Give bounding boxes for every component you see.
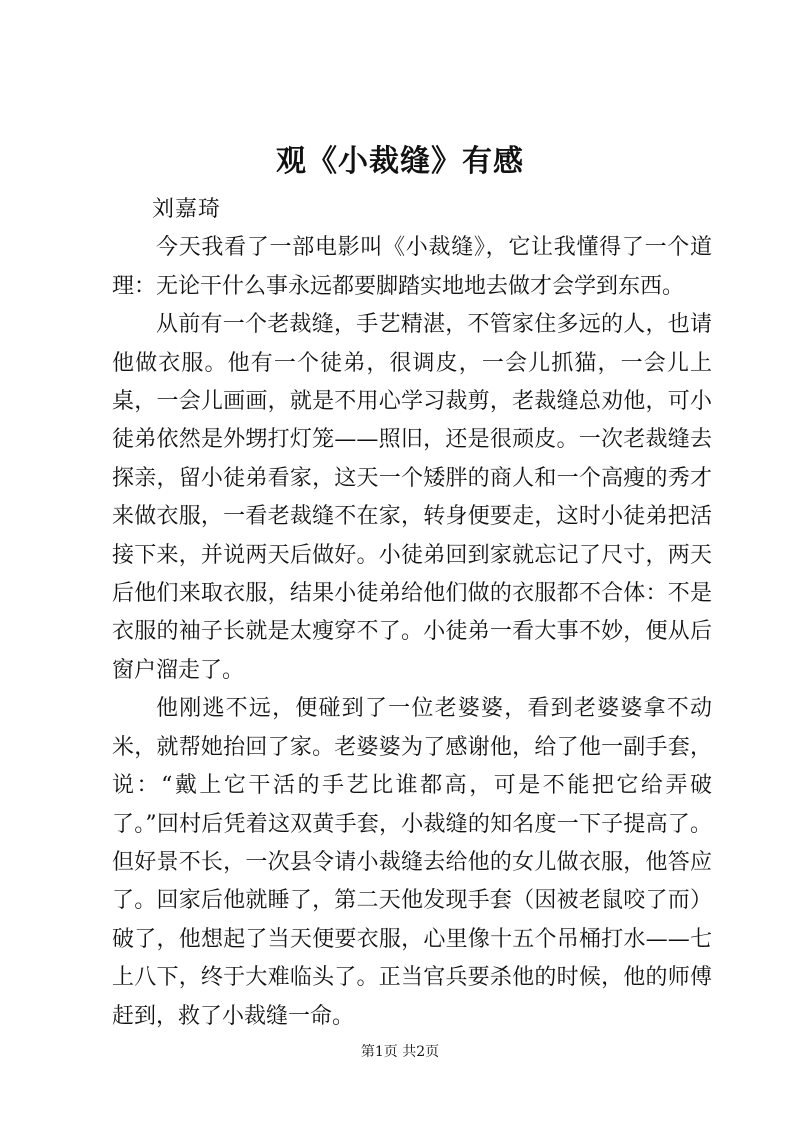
- document-title: 观《小裁缝》有感: [276, 144, 524, 179]
- paragraph-3: 他刚逃不远，便碰到了一位老婆婆，看到老婆婆拿不动米，就帮她抬回了家。老婆婆为了感谢他，给了他一副手套，说：“戴上它干活的手艺比谁都高，可是不能把它给弄破了。”回村后凭着这双黄手套，小裁缝的知名度一下子提高了。但好景不长，一次县令请小裁缝去给他的女儿做衣服，他答应了。回家后他就睡了，第二天他发现手套（因被老鼠咬了而）破了，他想起了当天便要衣服，心里像十五个吊桶打水——七上八下，终于大难临头了。正当官兵要杀他的时候，他的师傅赶到，救了小裁缝一命。: [112, 696, 712, 1029]
- page-footer: 第1页 共2页: [360, 1044, 440, 1060]
- author-name: 刘嘉琦: [152, 197, 222, 222]
- paragraph-1: 今天我看了一部电影叫《小裁缝》，它让我懂得了一个道理：无论干什么事永远都要脚踏实地地去做才会学到东西。: [112, 235, 712, 299]
- paragraph-2: 从前有一个老裁缝，手艺精湛，不管家住多远的人，也请他做衣服。他有一个徒弟，很调皮，一会儿抓猫，一会儿上桌，一会儿画画，就是不用心学习裁剪，老裁缝总劝他，可小徒弟依然是外甥打灯笼——照旧，还是很顽皮。一次老裁缝去探亲，留小徒弟看家，这天一个矮胖的商人和一个高瘦的秀才来做衣服，一看老裁缝不在家，转身便要走，这时小徒弟把活接下来，并说两天后做好。小徒弟回到家就忘记了尺寸，两天后他们来取衣服，结果小徒弟给他们做的衣服都不合体：不是衣服的袖子长就是太瘦穿不了。小徒弟一看大事不妙，便从后窗户溜走了。: [112, 312, 712, 683]
- document-body: [112, 191, 712, 1036]
